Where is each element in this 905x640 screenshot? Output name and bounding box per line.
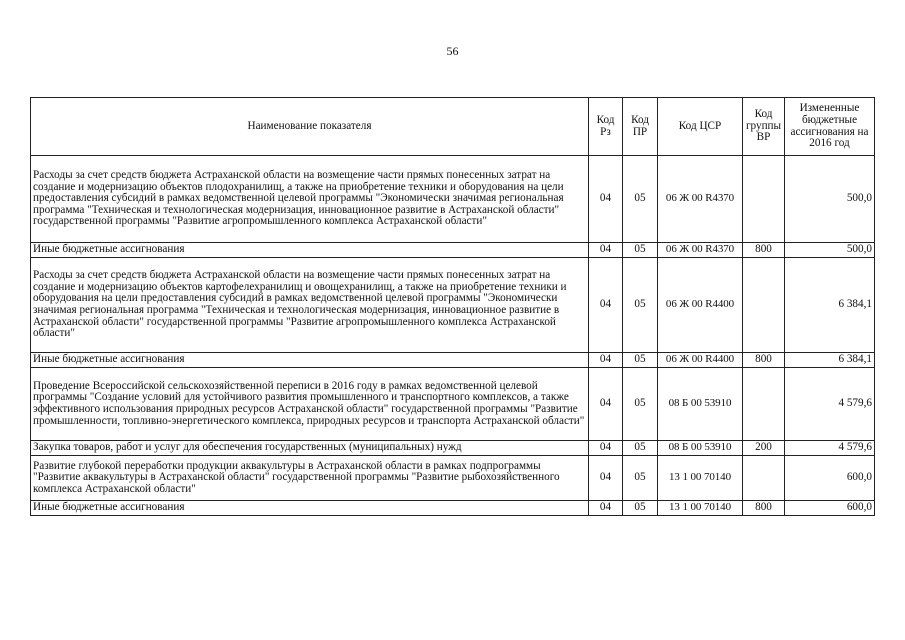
row-name: Иные бюджетные ассигнования xyxy=(31,501,589,516)
row-rz: 04 xyxy=(589,441,623,456)
row-pr: 05 xyxy=(623,156,658,243)
header-vr: Код группы ВР xyxy=(743,98,785,156)
row-pr: 05 xyxy=(623,353,658,368)
row-name: Расходы за счет средств бюджета Астраханской области на возмещение части прямых понесенных затрат на создание и модернизацию объектов картофелехранилищ и овощехранилищ, а также на приобретение техники и оборудования на цели предоставления субсидий в рамках ведомственной целевой программы "Экономически значимая региональная программа "Техническая и технологическая модернизация, инновационное развитие в Астраханской области" государственной программы "Развитие агропромышленного комплекса Астраханской области" xyxy=(31,258,589,353)
row-amount: 6 384,1 xyxy=(785,353,875,368)
row-name: Иные бюджетные ассигнования xyxy=(31,243,589,258)
row-amount: 6 384,1 xyxy=(785,258,875,353)
row-pr: 05 xyxy=(623,501,658,516)
row-amount: 500,0 xyxy=(785,156,875,243)
row-amount: 4 579,6 xyxy=(785,368,875,441)
row-name: Расходы за счет средств бюджета Астраханской области на возмещение части прямых понесенных затрат на создание и модернизацию объектов плодохранилищ, а также на приобретение техники и оборудования на цели предоставления субсидий в рамках ведомственной целевой программы "Экономически значимая региональная программа "Техническая и технологическая модернизация, инновационное развитие в Астраханской области" государственной программы "Развитие агропромышленного комплекса Астраханской области" xyxy=(31,156,589,243)
budget-table xyxy=(30,97,875,516)
table-row xyxy=(31,258,875,353)
row-csr: 06 Ж 00 R4400 xyxy=(658,258,743,353)
row-csr: 06 Ж 00 R4400 xyxy=(658,353,743,368)
header-amount: Измененные бюджетные ассигнования на 2016 год xyxy=(785,98,875,156)
row-vr xyxy=(743,368,785,441)
row-vr: 800 xyxy=(743,353,785,368)
row-vr xyxy=(743,156,785,243)
row-rz: 04 xyxy=(589,243,623,258)
header-rz: Код Рз xyxy=(589,98,623,156)
row-name: Закупка товаров, работ и услуг для обеспечения государственных (муниципальных) нужд xyxy=(31,441,589,456)
row-csr: 08 Б 00 53910 xyxy=(658,368,743,441)
row-rz: 04 xyxy=(589,456,623,501)
row-pr: 05 xyxy=(623,243,658,258)
table-row xyxy=(31,243,875,258)
table-header-row xyxy=(31,98,875,156)
row-name: Иные бюджетные ассигнования xyxy=(31,353,589,368)
row-rz: 04 xyxy=(589,258,623,353)
row-amount: 4 579,6 xyxy=(785,441,875,456)
row-vr: 800 xyxy=(743,243,785,258)
row-pr: 05 xyxy=(623,456,658,501)
header-pr: Код ПР xyxy=(623,98,658,156)
row-csr: 08 Б 00 53910 xyxy=(658,441,743,456)
row-name: Развитие глубокой переработки продукции аквакультуры в Астраханской области в рамках подпрограммы "Развитие аквакультуры в Астраханской области" государственной программы "Развитие рыбохозяйственного комплекса Астраханской области" xyxy=(31,456,589,501)
table-row xyxy=(31,501,875,516)
row-csr: 13 1 00 70140 xyxy=(658,456,743,501)
row-pr: 05 xyxy=(623,368,658,441)
table-row xyxy=(31,456,875,501)
row-csr: 06 Ж 00 R4370 xyxy=(658,243,743,258)
row-rz: 04 xyxy=(589,368,623,441)
row-vr xyxy=(743,456,785,501)
table-row xyxy=(31,353,875,368)
row-csr: 06 Ж 00 R4370 xyxy=(658,156,743,243)
header-name: Наименование показателя xyxy=(31,98,589,156)
row-vr: 200 xyxy=(743,441,785,456)
row-rz: 04 xyxy=(589,501,623,516)
row-amount: 500,0 xyxy=(785,243,875,258)
row-rz: 04 xyxy=(589,156,623,243)
row-amount: 600,0 xyxy=(785,456,875,501)
table-row xyxy=(31,368,875,441)
row-rz: 04 xyxy=(589,353,623,368)
table-row xyxy=(31,441,875,456)
table-row xyxy=(31,156,875,243)
page-number: 56 xyxy=(446,44,459,58)
row-amount: 600,0 xyxy=(785,501,875,516)
row-vr: 800 xyxy=(743,501,785,516)
row-name: Проведение Всероссийской сельскохозяйственной переписи в 2016 году в рамках ведомственной целевой программы "Создание условий для устойчивого развития промышленного и транспортного комплексов, а также эффективного использования природных ресурсов Астраханской области" государственной программы "Развитие промышленности, топливно-энергетического комплекса, природных ресурсов и транспорта Астраханской области" xyxy=(31,368,589,441)
header-csr: Код ЦСР xyxy=(658,98,743,156)
row-pr: 05 xyxy=(623,441,658,456)
row-csr: 13 1 00 70140 xyxy=(658,501,743,516)
row-vr xyxy=(743,258,785,353)
row-pr: 05 xyxy=(623,258,658,353)
